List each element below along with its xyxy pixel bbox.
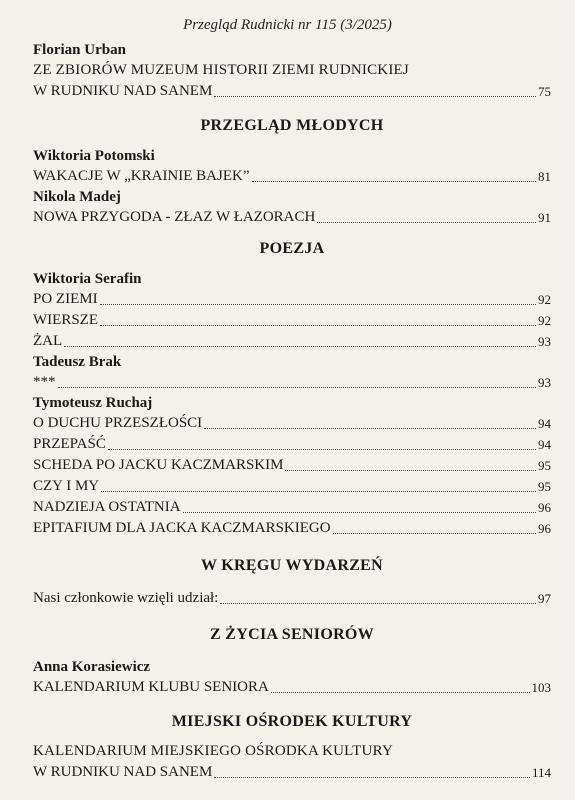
section-heading: Z ŻYCIA SENIORÓW bbox=[210, 626, 374, 643]
section-heading: W KRĘGU WYDARZEŃ bbox=[200, 557, 383, 574]
toc-entry[interactable] bbox=[33, 207, 551, 228]
author-name: Wiktoria Potomski bbox=[33, 148, 155, 164]
dot-leader bbox=[220, 603, 536, 604]
page-number: 95 bbox=[538, 479, 551, 494]
dot-leader bbox=[100, 304, 536, 305]
section-heading: PRZEGLĄD MŁODYCH bbox=[200, 117, 384, 134]
entry-title: KALENDARIUM KLUBU SENIORA bbox=[33, 679, 269, 695]
page-number: 103 bbox=[531, 680, 551, 695]
toc-entry[interactable] bbox=[33, 289, 551, 310]
entry-title: O DUCHU PRZESZŁOŚCI bbox=[33, 415, 203, 431]
author-name: Florian Urban bbox=[33, 42, 126, 58]
entry-title: ZE ZBIORÓW MUZEUM HISTORII ZIEMI RUDNICKIEJ bbox=[33, 62, 409, 78]
dot-leader bbox=[252, 181, 536, 182]
page-number: 93 bbox=[538, 334, 551, 349]
toc-entry[interactable] bbox=[33, 455, 551, 476]
dot-leader bbox=[108, 449, 536, 450]
toc-entry[interactable] bbox=[33, 518, 551, 539]
dot-leader bbox=[58, 387, 537, 388]
toc-entry[interactable] bbox=[33, 331, 551, 352]
page-number: 94 bbox=[538, 437, 551, 452]
page-number: 97 bbox=[538, 591, 551, 606]
toc-entry[interactable] bbox=[33, 588, 551, 609]
dot-leader bbox=[214, 96, 536, 97]
entry-title: WIERSZE bbox=[33, 312, 98, 328]
page-number: 114 bbox=[531, 765, 551, 780]
entry-title: CZY I MY bbox=[33, 478, 100, 494]
toc-entry[interactable] bbox=[33, 476, 551, 497]
page-number: 92 bbox=[538, 292, 551, 307]
author-name: Nikola Madej bbox=[33, 189, 121, 205]
section-heading: POEZJA bbox=[259, 240, 325, 257]
entry-title: EPITAFIUM DLA JACKA KACZMARSKIEGO bbox=[33, 520, 331, 536]
toc-entry[interactable] bbox=[33, 434, 551, 455]
entry-title: *** bbox=[33, 374, 56, 390]
author-name: Tadeusz Brak bbox=[33, 354, 122, 370]
page-number: 94 bbox=[538, 416, 551, 431]
entry-title: NADZIEJA OSTATNIA bbox=[33, 499, 181, 515]
toc-entry[interactable] bbox=[33, 413, 551, 434]
dot-leader bbox=[100, 325, 536, 326]
toc-entry[interactable] bbox=[33, 372, 551, 393]
running-header: Przegląd Rudnicki nr 115 (3/2025) bbox=[183, 17, 392, 33]
page-number: 96 bbox=[538, 521, 551, 536]
entry-title: WAKACJE W „KRAINIE BAJEK” bbox=[33, 168, 250, 184]
dot-leader bbox=[317, 222, 536, 223]
entry-title: ŻAL bbox=[33, 333, 63, 349]
dot-leader bbox=[183, 512, 536, 513]
page-number: 75 bbox=[538, 84, 551, 99]
author-name: Tymoteusz Ruchaj bbox=[33, 395, 153, 411]
table-of-contents bbox=[33, 40, 551, 783]
page-number: 93 bbox=[538, 375, 551, 390]
dot-leader bbox=[271, 692, 530, 693]
toc-entry[interactable] bbox=[33, 81, 551, 102]
author-name: Wiktoria Serafin bbox=[33, 271, 142, 287]
entry-title: W RUDNIKU NAD SANEM bbox=[33, 764, 213, 780]
entry-title: NOWA PRZYGODA - ZŁAZ W ŁAZORACH bbox=[33, 209, 316, 225]
toc-entry[interactable] bbox=[33, 677, 551, 698]
dot-leader bbox=[64, 346, 536, 347]
toc-entry[interactable] bbox=[33, 166, 551, 187]
entry-title: KALENDARIUM MIEJSKIEGO OŚRODKA KULTURY bbox=[33, 743, 393, 759]
toc-entry[interactable] bbox=[33, 497, 551, 518]
page-number: 91 bbox=[538, 210, 551, 225]
entry-title: PRZEPAŚĆ bbox=[33, 436, 106, 452]
author-name: Anna Korasiewicz bbox=[33, 659, 151, 675]
page-number: 96 bbox=[538, 500, 551, 515]
dot-leader bbox=[204, 428, 536, 429]
entry-title: W RUDNIKU NAD SANEM bbox=[33, 83, 213, 99]
entry-title: SCHEDA PO JACKU KACZMARSKIM bbox=[33, 457, 284, 473]
toc-entry[interactable] bbox=[33, 310, 551, 331]
page-number: 81 bbox=[538, 169, 551, 184]
dot-leader bbox=[333, 533, 536, 534]
dot-leader bbox=[214, 777, 530, 778]
entry-title: Nasi członkowie wzięli udział: bbox=[33, 590, 219, 606]
entry-title: PO ZIEMI bbox=[33, 291, 98, 307]
dot-leader bbox=[285, 470, 536, 471]
section-heading: MIEJSKI OŚRODEK KULTURY bbox=[171, 713, 413, 730]
toc-entry[interactable] bbox=[33, 762, 551, 783]
page-number: 92 bbox=[538, 313, 551, 328]
page-number: 95 bbox=[538, 458, 551, 473]
dot-leader bbox=[101, 491, 536, 492]
